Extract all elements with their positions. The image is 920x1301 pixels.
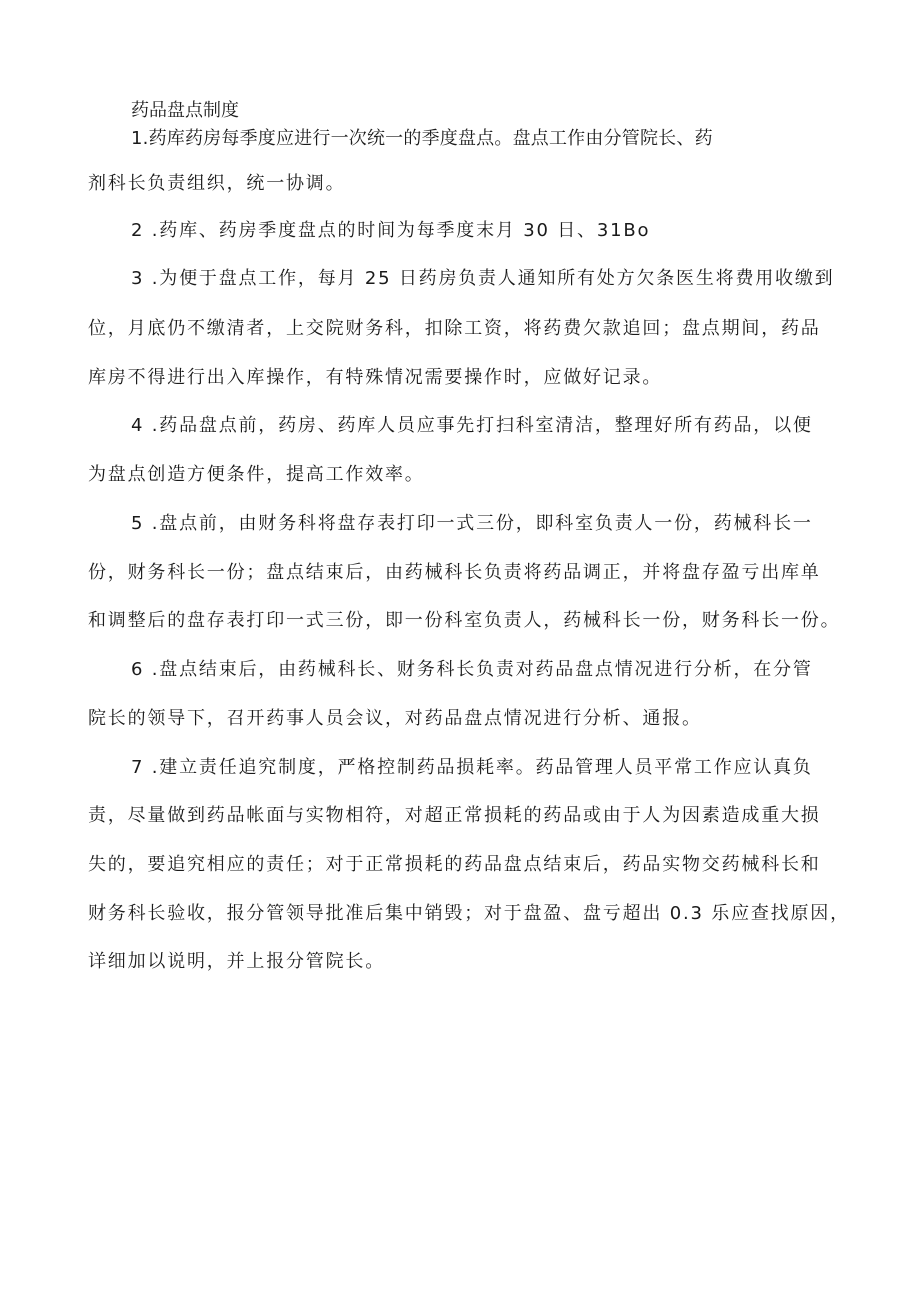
document-title: 药品盘点制度 [131, 100, 239, 121]
text-line: 3 .为便于盘点工作，每月 25 日药房负责人通知所有处方欠条医生将费用收缴到 [131, 268, 835, 289]
text-line: 份，财务科长一份；盘点结束后，由药械科长负责将药品调正，并将盘存盈亏出库单 [88, 562, 821, 583]
text-line: 7 .建立责任追究制度，严格控制药品损耗率。药品管理人员平常工作应认真负 [131, 757, 813, 778]
text-line: 和调整后的盘存表打印一式三份，即一份科室负责人，药械科长一份，财务科长一份。 [88, 610, 841, 631]
text-line: 2 .药库、药房季度盘点的时间为每季度末月 30 日、31Bo [131, 220, 651, 241]
text-line: 责，尽量做到药品帐面与实物相符，对超正常损耗的药品或由于人为因素造成重大损 [88, 805, 821, 826]
text-line: 失的，要追究相应的责任；对于正常损耗的药品盘点结束后，药品实物交药械科长和 [88, 854, 821, 875]
text-line: 详细加以说明，并上报分管院长。 [88, 951, 385, 972]
text-line: 财务科长验收，报分管领导批准后集中销毁；对于盘盈、盘亏超出 0.3 乐应查找原因， [88, 903, 850, 924]
text-line: 为盘点创造方便条件，提高工作效率。 [88, 464, 425, 485]
text-line: 6 .盘点结束后，由药械科长、财务科长负责对药品盘点情况进行分析，在分管 [131, 659, 813, 680]
text-line: 库房不得进行出入库操作，有特殊情况需要操作时，应做好记录。 [88, 367, 663, 388]
text-line: 5 .盘点前，由财务科将盘存表打印一式三份，即科室负责人一份，药械科长一 [131, 513, 813, 534]
text-line: 院长的领导下，召开药事人员会议，对药品盘点情况进行分析、通报。 [88, 708, 702, 729]
text-line: 1.药库药房每季度应进行一次统一的季度盘点。盘点工作由分管院长、药 [131, 128, 713, 149]
text-line: 剂科长负责组织，统一协调。 [88, 173, 346, 194]
text-line: 位，月底仍不缴清者，上交院财务科，扣除工资，将药费欠款追回；盘点期间，药品 [88, 318, 821, 339]
text-line: 4 .药品盘点前，药房、药库人员应事先打扫科室清洁，整理好所有药品，以便 [131, 415, 813, 436]
